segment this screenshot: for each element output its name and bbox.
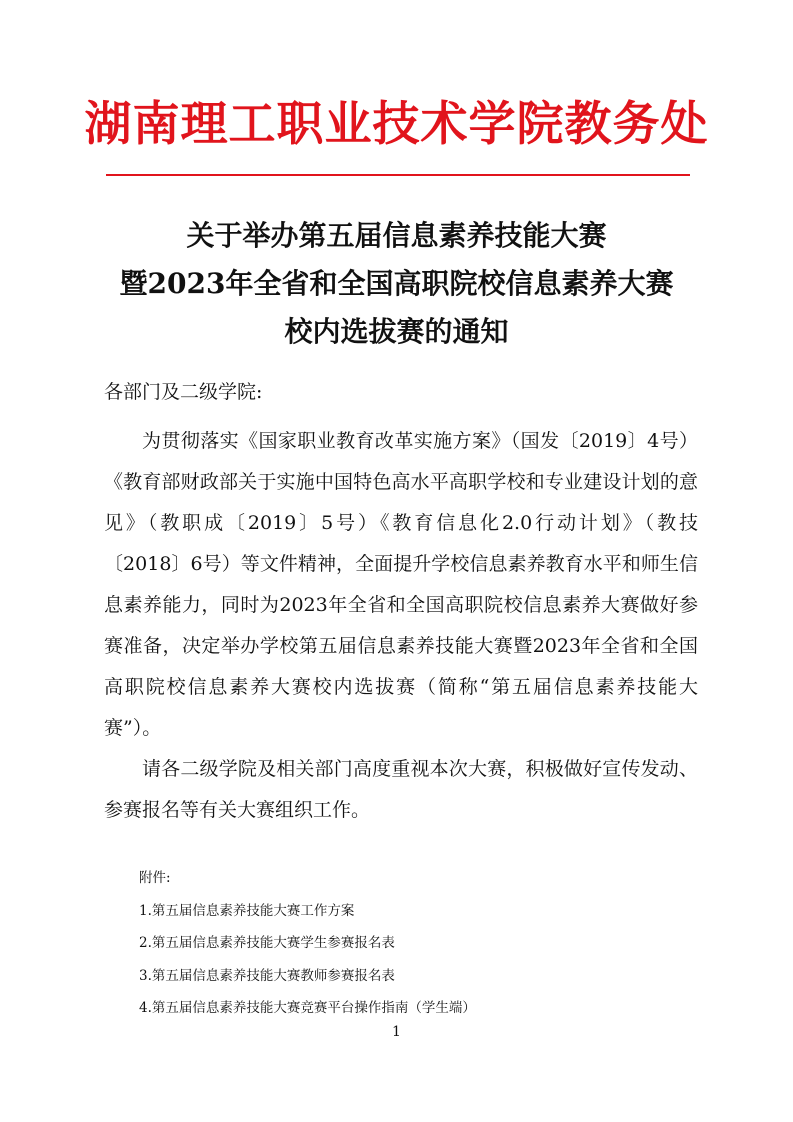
title-line-2: 暨2023年全省和全国高职院校信息素养大赛 bbox=[119, 267, 674, 300]
red-divider-rule bbox=[106, 174, 690, 176]
issuer-masthead: 湖南理工职业技术学院教务处 bbox=[84, 97, 709, 152]
attachments-list bbox=[139, 862, 476, 1025]
salutation: 各部门及二级学院: bbox=[104, 381, 263, 403]
title-line-1: 关于举办第五届信息素养技能大赛 bbox=[186, 219, 607, 252]
attachments-label: 附件: bbox=[139, 870, 171, 886]
attachment-item-4: 4.第五届信息素养技能大赛竞赛平台操作指南（学生端） bbox=[139, 1000, 476, 1016]
page-number: 1 bbox=[392, 1024, 401, 1040]
attachment-item-3: 3.第五届信息素养技能大赛教师参赛报名表 bbox=[139, 967, 395, 984]
title-line-3: 校内选拔赛的通知 bbox=[284, 315, 509, 348]
attachment-item-1: 1.第五届信息素养技能大赛工作方案 bbox=[139, 902, 355, 919]
body-paragraph-1: 为贯彻落实《国家职业教育改革实施方案》（国发〔2019〕4号）《教育部财政部关于实施中国特色高水平高职学校和专业建设计划的意见》（教职成〔2019〕5号）《教育信息化2.0行动计划》（教技〔2018〕6号）等文件精神，全面提升学校信息素养教育水平和师生信息素养能力，同时为2023年全省和全国高职院校信息素养大赛做好参赛准备，决定举办学校第五届信息素养技能大赛暨2023年全省和全国高职院校信息素养大赛校内选拔赛（简称“第五届信息素养技能大赛”）。 bbox=[104, 430, 698, 739]
attachment-item-2: 2.第五届信息素养技能大赛学生参赛报名表 bbox=[139, 935, 395, 951]
body-paragraph-2: 请各二级学院及相关部门高度重视本次大赛，积极做好宣传发动、参赛报名等有关大赛组织工作。 bbox=[104, 758, 698, 821]
document-title bbox=[0, 212, 793, 356]
